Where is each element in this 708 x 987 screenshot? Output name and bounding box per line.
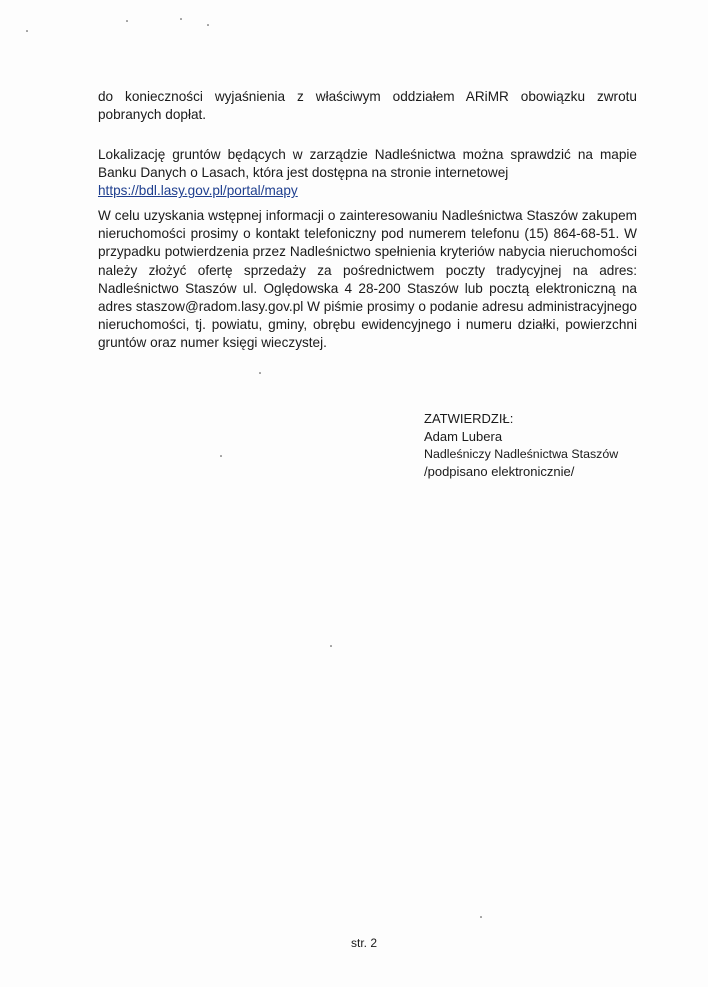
- scan-speck: [180, 18, 182, 20]
- paragraph-contact-info: [98, 207, 637, 353]
- signature-note: /podpisano elektronicznie/: [424, 464, 575, 480]
- scan-speck: [330, 645, 332, 647]
- scan-speck: [126, 20, 128, 22]
- bdl-map-link[interactable]: https://bdl.lasy.gov.pl/portal/mapy: [98, 183, 298, 199]
- scan-speck: [259, 372, 261, 374]
- scan-speck: [220, 455, 222, 457]
- paragraph-map-location: [98, 146, 637, 201]
- scan-speck: [207, 24, 209, 26]
- signature-position: Nadleśniczy Nadleśnictwa Staszów: [424, 446, 619, 461]
- scan-speck: [480, 916, 482, 918]
- paragraph-map-text: Lokalizację gruntów będących w zarządzie Nadleśnictwa można sprawdzić na mapie Banku Danych o Lasach, która jest dostępna na stronie internetowej: [98, 147, 637, 181]
- signature-heading: ZATWIERDZIŁ:: [424, 411, 514, 426]
- paragraph-refund-text: do konieczności wyjaśnienia z właściwym oddziałem ARiMR obowiązku zwrotu pobranych dopłat.: [98, 89, 637, 123]
- page-number: str. 2: [350, 936, 377, 950]
- paragraph-refund-note: [98, 88, 637, 124]
- signature-block: [424, 410, 618, 481]
- paragraph-contact-text: W celu uzyskania wstępnej informacji o zainteresowaniu Nadleśnictwa Staszów zakupem nieruchomości prosimy o kontakt telefoniczny pod numerem telefonu (15) 864-68-51. W przypadku potwierdzenia przez Nadleśnictwo spełnienia kryteriów nabycia nieruchomości należy złożyć ofertę sprzedaży za pośrednictwem poczty tradycyjnej na adres: Nadleśnictwo Staszów ul. Oględowska 4 28-200 Staszów lub pocztą elektroniczną na adres staszow@radom.lasy.gov.pl W piśmie prosimy o podanie adresu administracyjnego nieruchomości, tj. powiatu, gminy, obrębu ewidencyjnego i numeru działki, powierzchni gruntów oraz numer księgi wieczystej.: [98, 208, 637, 351]
- signature-name: Adam Lubera: [424, 428, 503, 444]
- scan-speck: [26, 30, 28, 32]
